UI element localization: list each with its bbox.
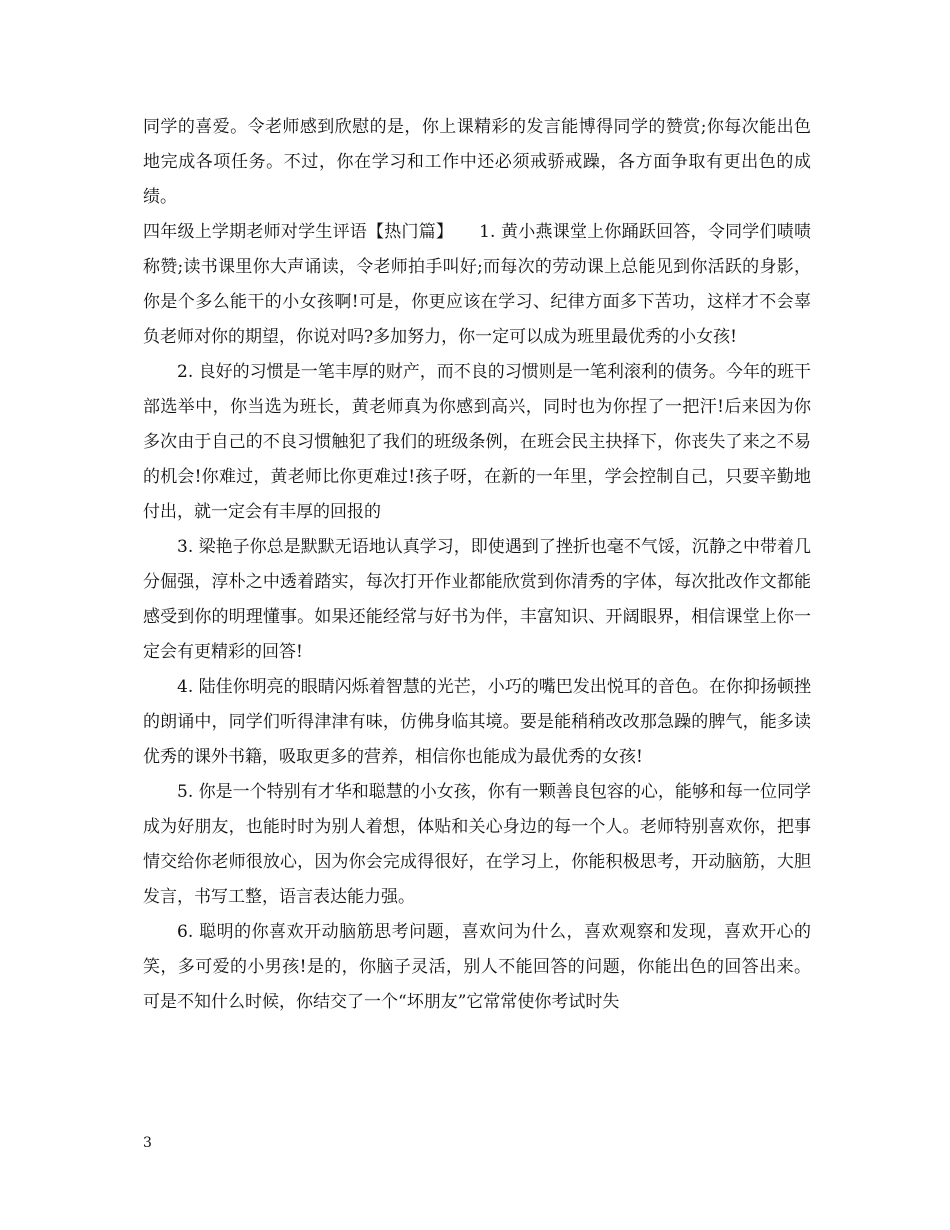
page-number: 3 — [143, 1135, 152, 1151]
paragraph-heading-item-1: 四年级上学期老师对学生评语【热门篇】 1. 黄小燕课堂上你踊跃回答，令同学们啧啧称赞;读书课里你大声诵读，令老师拍手叫好;而每次的劳动课上总能见到你活跃的身影，你是个多么能干的小女孩啊!可是，你更应该在学习、纪律方面多下苦功，这样才不会辜负老师对你的期望，你说对吗?多加努力，你一定可以成为班里最优秀的小女孩! — [143, 222, 811, 347]
paragraph-item-2: 2. 良好的习惯是一笔丰厚的财产，而不良的习惯则是一笔利滚利的债务。今年的班干部选举中，你当选为班长，黄老师真为你感到高兴，同时也为你捏了一把汗!后来因为你多次由于自己的不良习惯触犯了我们的班级条例，在班会民主抉择下，你丧失了来之不易的机会!你难过，黄老师比你更难过!孩子呀，在新的一年里，学会控制自己，只要辛勤地付出，就一定会有丰厚的回报的 — [143, 362, 811, 522]
document-body — [143, 110, 811, 1020]
paragraph-item-6: 6. 聪明的你喜欢开动脑筋思考问题，喜欢问为什么，喜欢观察和发现，喜欢开心的笑，多可爱的小男孩!是的，你脑子灵活，别人不能回答的问题，你能出色的回答出来。可是不知什么时候，你结交了一个“坏朋友”它常常使你考试时失 — [143, 922, 811, 1012]
paragraph-continuation: 同学的喜爱。令老师感到欣慰的是，你上课精彩的发言能博得同学的赞赏;你每次能出色地完成各项任务。不过，你在学习和工作中还必须戒骄戒躁，各方面争取有更出色的成绩。 — [143, 117, 811, 207]
paragraph-item-5: 5. 你是一个特别有才华和聪慧的小女孩，你有一颗善良包容的心，能够和每一位同学成为好朋友，也能时时为别人着想，体贴和关心身边的每一个人。老师特别喜欢你，把事情交给你老师很放心，因为你会完成得很好，在学习上，你能积极思考，开动脑筋，大胆发言，书写工整，语言表达能力强。 — [143, 782, 811, 907]
paragraph-item-4: 4. 陆佳你明亮的眼睛闪烁着智慧的光芒，小巧的嘴巴发出悦耳的音色。在你抑扬顿挫的朗诵中，同学们听得津津有味，仿佛身临其境。要是能稍稍改改那急躁的脾气，能多读优秀的课外书籍，吸取更多的营养，相信你也能成为最优秀的女孩! — [143, 677, 811, 767]
paragraph-item-3: 3. 梁艳子你总是默默无语地认真学习，即使遇到了挫折也毫不气馁，沉静之中带着几分倔强，淳朴之中透着踏实，每次打开作业都能欣赏到你清秀的字体，每次批改作文都能感受到你的明理懂事。如果还能经常与好书为伴，丰富知识、开阔眼界，相信课堂上你一定会有更精彩的回答! — [143, 537, 811, 662]
